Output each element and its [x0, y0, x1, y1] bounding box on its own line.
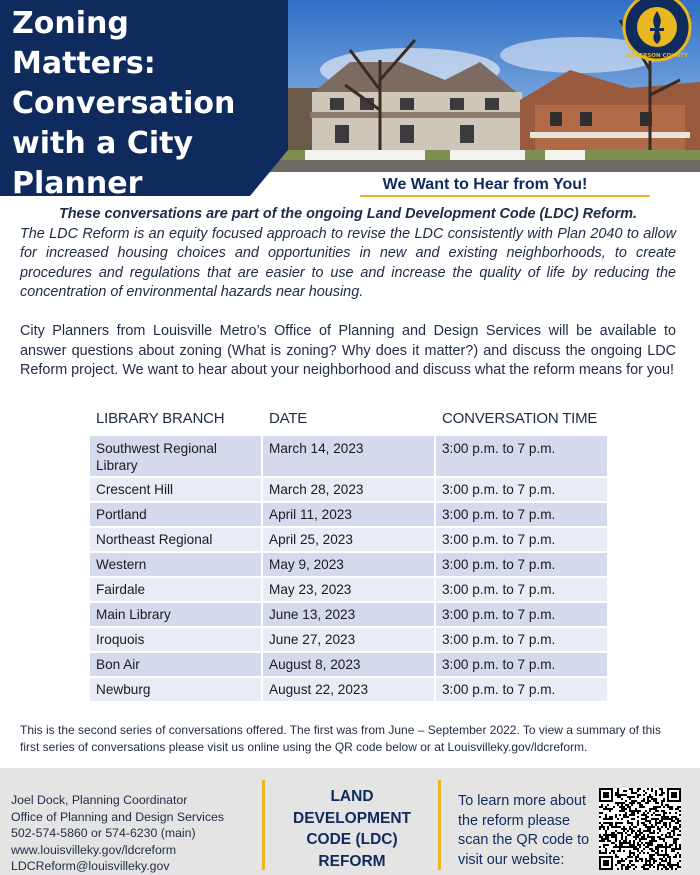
time-cell: 3:00 p.m. to 7 p.m. [436, 678, 607, 703]
learn-more-text: To learn more about the reform please scan the QR code to visit our website: [458, 793, 590, 868]
branch-cell: Northeast Regional [90, 528, 263, 553]
qr-code-icon[interactable] [599, 788, 681, 870]
date-cell: August 8, 2023 [263, 653, 436, 678]
table-row [90, 603, 607, 628]
ldc-title-line: LAND [330, 788, 374, 805]
branch-cell: Main Library [90, 603, 263, 628]
time-cell: 3:00 p.m. to 7 p.m. [436, 528, 607, 553]
divider-line [438, 780, 441, 870]
time-cell: 3:00 p.m. to 7 p.m. [436, 603, 607, 628]
time-cell: 3:00 p.m. to 7 p.m. [436, 478, 607, 503]
time-cell: 3:00 p.m. to 7 p.m. [436, 628, 607, 653]
branch-cell: Southwest Regional Library [90, 436, 263, 478]
intro-paragraph-2: City Planners from Louisville Metro’s Office of Planning and Design Services will be available to answer questions about zoning (What is zoning? Why does it matter?) and discuss the ongoing LDC Reform project. We want to hear about your neighborhood and discuss what the reform means for you! [20, 322, 676, 379]
date-cell: March 14, 2023 [263, 436, 436, 478]
ldc-title-line: REFORM [318, 852, 386, 870]
table-row [90, 628, 607, 653]
date-cell: April 25, 2023 [263, 528, 436, 553]
contact-email-link[interactable]: LDCReform@louisvilleky.gov [11, 859, 170, 874]
table-row [90, 503, 607, 528]
contact-website-link[interactable]: www.louisvilleky.gov/ldcreform [11, 842, 177, 857]
title-line: Planner [12, 166, 143, 201]
title-line: Conversation [12, 86, 236, 121]
branch-cell: Bon Air [90, 653, 263, 678]
louisville-jefferson-county-seal [622, 0, 692, 62]
intro-section [20, 205, 676, 381]
branch-cell: Portland [90, 503, 263, 528]
date-cell: May 9, 2023 [263, 553, 436, 578]
contact-block [11, 792, 251, 875]
date-cell: June 13, 2023 [263, 603, 436, 628]
branch-cell: Fairdale [90, 578, 263, 603]
table-row [90, 653, 607, 678]
column-header-date: DATE [269, 410, 308, 427]
footer [0, 768, 700, 875]
column-header-time: CONVERSATION TIME [442, 410, 598, 427]
time-cell: 3:00 p.m. to 7 p.m. [436, 436, 607, 478]
table-row [90, 436, 607, 478]
intro-lead: These conversations are part of the ongoing Land Development Code (LDC) Reform. [58, 206, 638, 222]
subheader: We Want to Hear from You! [382, 176, 588, 193]
seal-label-bottom: JEFFERSON COUNTY [626, 53, 688, 59]
table-row [90, 478, 607, 503]
ldc-title-line: DEVELOPMENT [293, 809, 411, 827]
date-cell: August 22, 2023 [263, 678, 436, 703]
title-line: with a City [12, 126, 194, 161]
header [0, 0, 700, 201]
time-cell: 3:00 p.m. to 7 p.m. [436, 553, 607, 578]
footnote: This is the second series of conversations offered. The first was from June – September 2022. To view a summary of this first series of conversations please visit us online using the QR code below or at Louisvilleky.gov/ldcreform. [20, 723, 661, 754]
table-row [90, 678, 607, 703]
subheader-underline [360, 195, 650, 197]
branch-cell: Newburg [90, 678, 263, 703]
date-cell: March 28, 2023 [263, 478, 436, 503]
time-cell: 3:00 p.m. to 7 p.m. [436, 653, 607, 678]
branch-cell: Iroquois [90, 628, 263, 653]
table-row [90, 553, 607, 578]
ldc-reform-title [282, 786, 422, 872]
table-row [90, 528, 607, 553]
table-row [90, 578, 607, 603]
column-header-branch: LIBRARY BRANCH [96, 410, 225, 427]
title-line: Zoning Matters: [12, 6, 156, 81]
contact-name: Joel Dock, Planning Coordinator [11, 793, 188, 807]
branch-cell: Western [90, 553, 263, 578]
ldc-title-line: CODE (LDC) [306, 831, 398, 848]
schedule-table [90, 410, 607, 703]
date-cell: June 27, 2023 [263, 628, 436, 653]
time-cell: 3:00 p.m. to 7 p.m. [436, 503, 607, 528]
date-cell: May 23, 2023 [263, 578, 436, 603]
contact-phone[interactable]: 502-574-5860 or 574-6230 (main) [11, 826, 196, 841]
intro-body: The LDC Reform is an equity focused approach to revise the LDC consistently with Plan 2040 to allow for increased housing choices and opportunities in new and existing neighborhoods, to create procedures and regulations that are easier to use and increase the quality of life by reducing the concentration of environmental hazards near housing. [20, 225, 676, 301]
date-cell: April 11, 2023 [263, 503, 436, 528]
time-cell: 3:00 p.m. to 7 p.m. [436, 578, 607, 603]
divider-line [262, 780, 265, 870]
branch-cell: Crescent Hill [90, 478, 263, 503]
page-title [12, 4, 282, 204]
table-header-row [90, 410, 607, 436]
contact-office: Office of Planning and Design Services [11, 809, 225, 824]
